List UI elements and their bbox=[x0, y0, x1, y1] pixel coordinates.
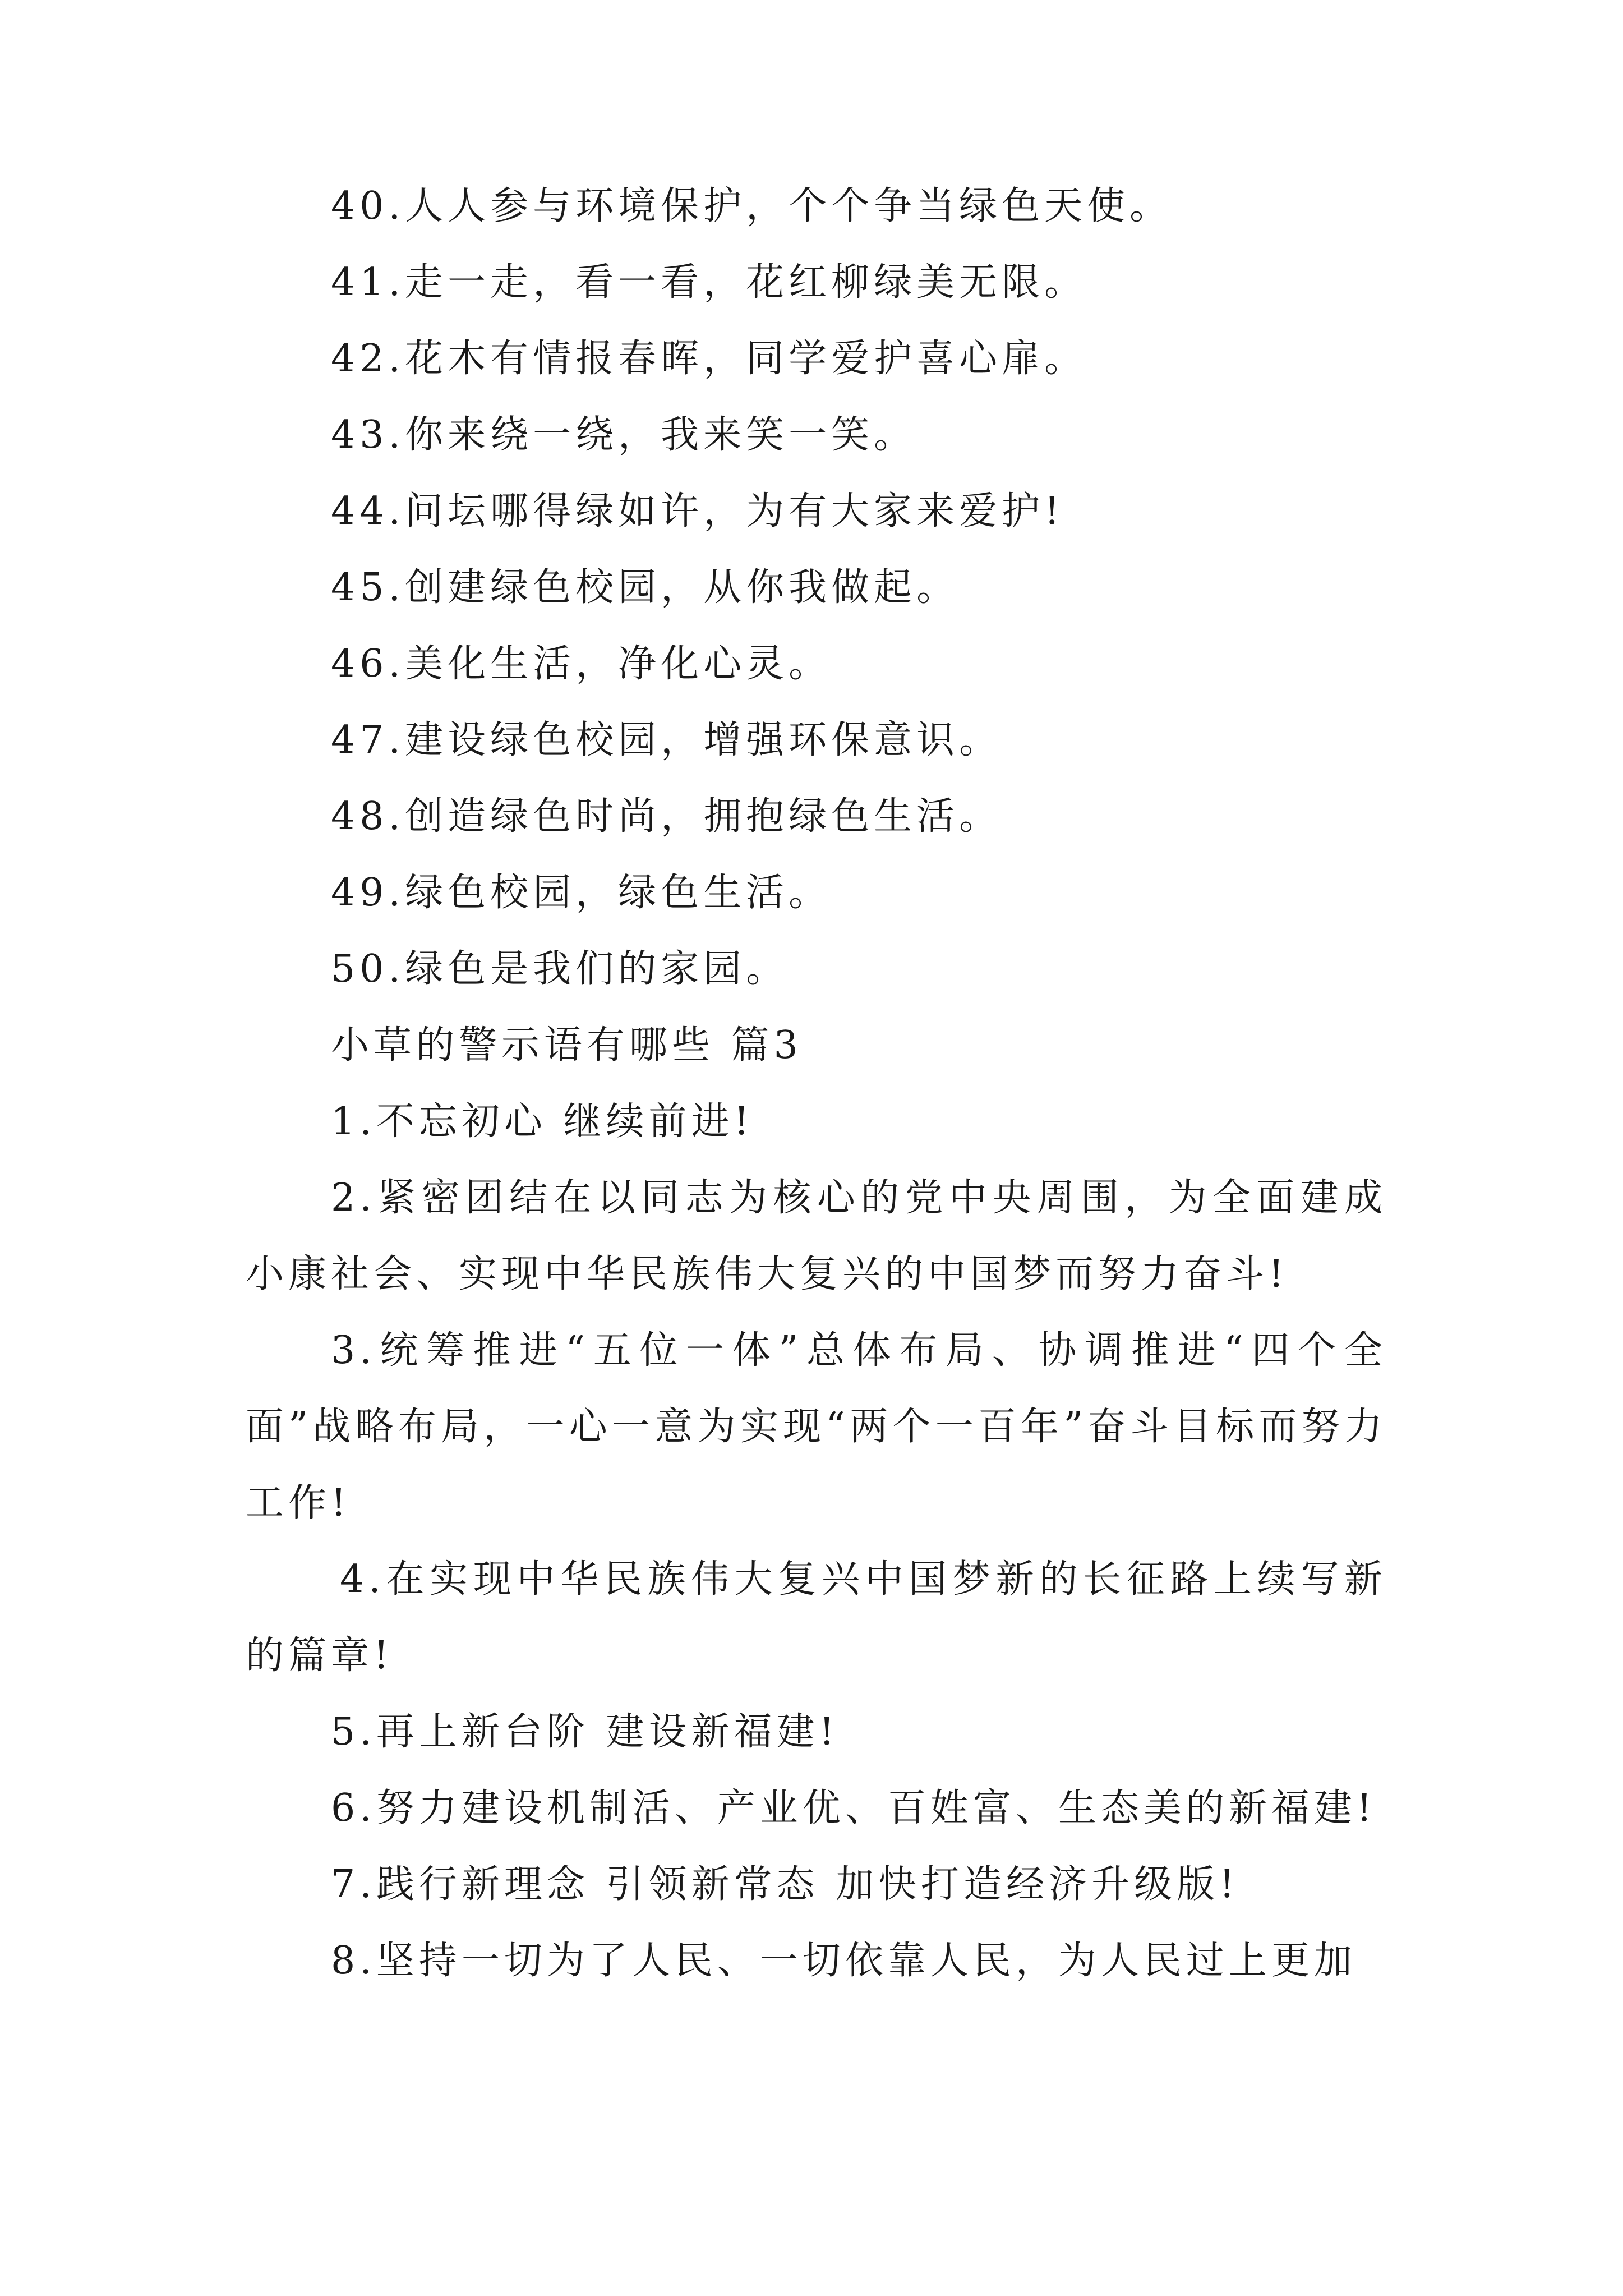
paragraph-48: 48.创造绿色时尚，拥抱绿色生活。 bbox=[331, 794, 1002, 839]
paragraph-46: 46.美化生活，净化心灵。 bbox=[331, 642, 832, 686]
slogan-4: 4.在实现中华民族伟大复兴中国梦新的长征路上续写新的篇章! bbox=[246, 1557, 1387, 1678]
slogan-3: 3.统筹推进“五位一体”总体布局、协调推进“四个全面”战略布局，一心一意为实现“两个一百年”奋斗目标而努力工作! bbox=[246, 1328, 1387, 1525]
document-body bbox=[246, 168, 1387, 1999]
slogan-6: 6.努力建设机制活、产业优、百姓富、生态美的新福建! bbox=[331, 1786, 1377, 1830]
paragraph-44: 44.问坛哪得绿如许，为有大家来爱护! bbox=[331, 489, 1064, 533]
slogan-7: 7.践行新理念 引领新常态 加快打造经济升级版! bbox=[331, 1862, 1239, 1907]
paragraph-41: 41.走一走，看一看，花红柳绿美无限。 bbox=[331, 260, 1087, 305]
paragraph-47: 47.建设绿色校园，增强环保意识。 bbox=[331, 718, 1002, 762]
section-heading: 小草的警示语有哪些 篇3 bbox=[331, 1023, 803, 1068]
paragraph-40: 40.人人参与环境保护，个个争当绿色天使。 bbox=[331, 184, 1173, 228]
paragraph-42: 42.花木有情报春晖，同学爱护喜心扉。 bbox=[331, 337, 1087, 381]
paragraph-45: 45.创建绿色校园，从你我做起。 bbox=[331, 565, 960, 610]
paragraph-50: 50.绿色是我们的家园。 bbox=[331, 947, 789, 991]
slogan-1: 1.不忘初心 继续前进! bbox=[331, 1099, 754, 1144]
paragraph-43: 43.你来绕一绕，我来笑一笑。 bbox=[331, 413, 917, 457]
slogan-2: 2.紧密团结在以同志为核心的党中央周围，为全面建成小康社会、实现中华民族伟大复兴的中国梦而努力奋斗! bbox=[246, 1176, 1387, 1296]
slogan-5: 5.再上新台阶 建设新福建! bbox=[331, 1710, 839, 1754]
paragraph-49: 49.绿色校园，绿色生活。 bbox=[331, 871, 832, 915]
slogan-8: 8.坚持一切为了人民、一切依靠人民，为人民过上更加 bbox=[331, 1939, 1357, 1983]
